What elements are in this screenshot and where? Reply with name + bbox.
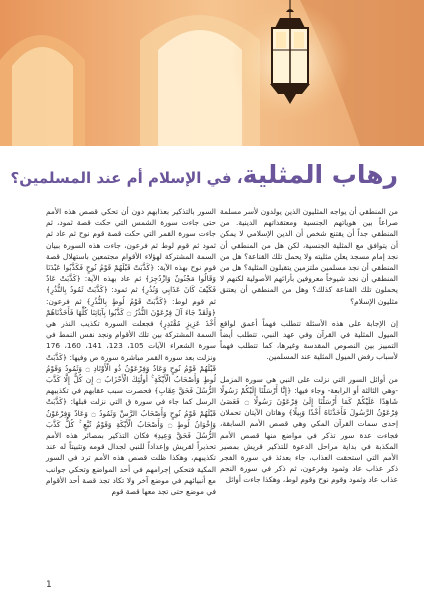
title-main: رهاب المثلية [242,160,398,189]
paragraph: إن الإجابة على هذه الأسئلة تتطلب فهماً أعمق لواقع الميول المثلية في القرآن وفي عهد النبي، تتطلب أيضاً التمييز بين النصوص المقدسة وغيرها، كما تتطلب فهماً لأسباب رفض الميول المثلية عند المسلمين. [220,318,398,362]
page-number: 1 [46,580,52,590]
text-column-left [46,206,216,508]
text-column-right [220,206,398,497]
paragraph: من المنطقي أن يواجه المثليون الذين يولدون لأسر مسلمة صراعاً بين هوياتهم الجنسية ومعتقداتهم الدينية. من المنطقي جداً أن يقتنع شخص أن الدين الإسلامي لا يمكن أن يتوافق مع المثلية الجنسية، لكن هل من المنطقي أن نجد إمام مسجد يعلن مثليته ولا يحمل تلك القناعة؟ هل من المنطقي أن نجد مسلمين ملتزمين يتقبلون المثلية؟ هل من المنطقي أن نجد شيوخاً معروفين بأرائهم الأصولية لكنهم لا يحملون تلك القناعة كذلك؟ وهل من المنطقي أن يعتنق مثليون الإسلام؟ [220,207,398,306]
paragraph: من أوائل السور التي نزلت على النبي هي سورة المزمل -وهي الثالثة أو الرابعة- وجاء فيها: ﴿إِنَّا أَرْسَلْنَا إِلَيْكُمْ رَسُولًا شَاهِدًا عَلَيْكُمْ كَمَا أَرْسَلْنَا إِلَىٰ فِرْعَوْنَ رَسُولًا ۝ فَعَصَىٰ فِرْعَوْنُ الرَّسُولَ فَأَخَذْنَاهُ أَخْذًا وَبِيلًا﴾ وهاتان الآيتان تحملان إحدى سمات القرآن المكي وهي قصص الأمم السابقة، فجاءت عدة سور تذكر في مواضع منها قصص الأمم المكذبة في بداية مراحل الدعوة للتذكير قريش بمصير الأمم التي استحقت العذاب، جاء بعدئذ في سورة الفجر ذكر عذاب عاد وثمود وفرعون، ثم ذكر في سورة النجم عذاب عاد وثمود وقوم نوح وقوم لوط، وهكذا جاءت أوائل [220,374,398,485]
lantern-arch-illustration [0,0,424,146]
paragraph: السور بالتذكير بعذابهم دون أن تحكي قصص هذه الأمم حتى جاءت سورة الشمس التي حكت قصة ثمود، ثم جاءت سورة القمر التي حكت قصة قوم نوح ثم عاد ثم ثمود ثم قوم لوط ثم فرعون، جاءت هذه السورة ببيان السمة المشتركة لهؤلاء الأقوام مجتمعين باستهلال قصة قوم نوح بهذه الآية: ﴿كَذَّبَتْ قَبْلَهُمْ قَوْمُ نُوحٍ فَكَذَّبُوا عَبْدَنَا وَقَالُوا مَجْنُونٌ وَازْدُجِرَ﴾ ثم عاد بهذه الآية: ﴿كَذَّبَتْ عَادٌ فَكَيْفَ كَانَ عَذَابِي وَنُذُرِ﴾ ثم ثمود: ﴿كَذَّبَتْ ثَمُودُ بِالنُّذُرِ﴾ ثم قوم لوط: ﴿كَذَّبَتْ قَوْمُ لُوطٍ بِالنُّذُرِ﴾ ثم فرعون: ﴿وَلَقَدْ جَاءَ آلَ فِرْعَوْنَ النُّذُرُ ۝ كَذَّبُوا بِآيَاتِنَا كُلِّهَا فَأَخَذْنَاهُمْ أَخْذَ عَزِيزٍ مُقْتَدِرٍ﴾ فجعلت السورة تكذيب النذر هي السمة المشتركة بين تلك الأقوام ونجد نفس النمط في سورة الشعراء الآيات 105، 123، 141، 160، 176 ونزلت بعد سورة القمر مباشرة سورة ص وفيها: ﴿كَذَّبَتْ قَبْلَهُمْ قَوْمُ نُوحٍ وَعَادٌ وَفِرْعَوْنُ ذُو الْأَوْتَادِ ۝ وَثَمُودُ وَقَوْمُ لُوطٍ وَأَصْحَابُ الْأَيْكَةِ ۚ أُولَٰئِكَ الْأَحْزَابُ ۝ إِن كُلٌّ إِلَّا كَذَّبَ الرُّسُلَ فَحَقَّ عِقَابِ﴾ فحصرت سبب عقابهم في تكذيبهم الرسل كما جاء في سورة ق التي نزلت قبلها: ﴿كَذَّبَتْ قَبْلَهُمْ قَوْمُ نُوحٍ وَأَصْحَابُ الرَّسِّ وَثَمُودُ ۝ وَعَادٌ وَفِرْعَوْنُ وَإِخْوَانُ لُوطٍ ۝ وَأَصْحَابُ الْأَيْكَةِ وَقَوْمُ تُبَّعٍ ۚ كُلٌّ كَذَّبَ الرُّسُلَ فَحَقَّ وَعِيدِ﴾ فكان التذكير بمصائر هذه الأمم تحذيراً لقريش وإعداداً للنبي لجدال قومه وتثبيتاً له عند تكذيبهم، وهكذا ظلت قصص هذه الأمم ترد في السور المكية فتحكي إجرامهم في أحد المواضع وتحكي جوانب مع أنبيائهم في موضع آخر ولا تكاد تجد قصة أحد الأقوام في موضع حتى تجد معها قصة قوم [46,207,217,497]
article-title [10,160,398,189]
header-photo [0,0,424,146]
title-sub: ، في الإسلام أم عند المسلمين؟ [10,169,243,187]
